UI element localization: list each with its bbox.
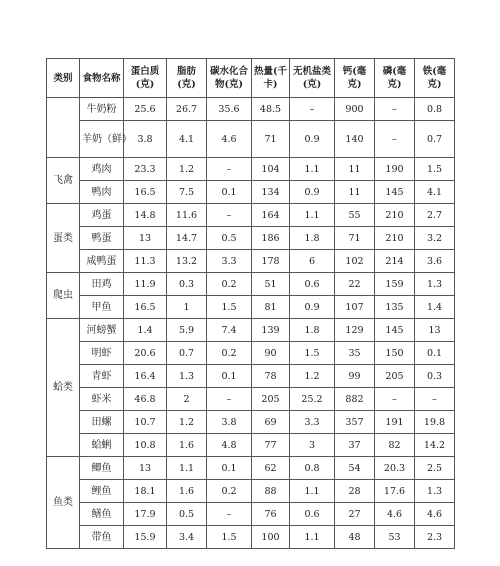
value-cell: 4.1 [167,121,207,158]
value-cell: 205 [375,365,415,388]
value-cell: 357 [335,411,375,434]
value-cell: 190 [375,158,415,181]
value-cell: – [375,98,415,121]
header-phosphorus: 磷(毫克) [375,59,415,98]
value-cell: 82 [375,434,415,457]
table-row [47,98,455,121]
food-name-cell: 田螺 [80,411,124,434]
value-cell: 0.1 [207,181,252,204]
value-cell: 0.2 [207,342,252,365]
value-cell: 145 [375,319,415,342]
category-cell: 爬虫 [47,273,80,319]
value-cell: 15.9 [124,526,167,549]
value-cell: 25.6 [124,98,167,121]
value-cell: 0.2 [207,480,252,503]
value-cell: 102 [335,250,375,273]
header-calories: 热量(千卡) [252,59,290,98]
value-cell: – [207,503,252,526]
value-cell: 1.4 [415,296,455,319]
value-cell: 1.1 [167,457,207,480]
food-name-cell: 虾米 [80,388,124,411]
value-cell: 210 [375,227,415,250]
header-food-name: 食物名称 [80,59,124,98]
value-cell: 0.7 [415,121,455,158]
category-cell: 蛤类 [47,319,80,457]
value-cell: 0.8 [415,98,455,121]
value-cell: 2.3 [415,526,455,549]
value-cell: 17.9 [124,503,167,526]
food-name-cell: 田鸡 [80,273,124,296]
value-cell: 7.5 [167,181,207,204]
category-cell [47,98,80,158]
value-cell: 14.7 [167,227,207,250]
value-cell: 1.6 [167,480,207,503]
value-cell: 1.2 [290,365,335,388]
value-cell: 4.1 [415,181,455,204]
value-cell: 46.8 [124,388,167,411]
value-cell: 37 [335,434,375,457]
value-cell: 1.2 [167,411,207,434]
nutrition-table [46,58,455,549]
value-cell: 150 [375,342,415,365]
value-cell: 159 [375,273,415,296]
value-cell: 1.5 [207,296,252,319]
value-cell: 26.7 [167,98,207,121]
food-name-cell: 鸭肉 [80,181,124,204]
value-cell: 1.3 [167,365,207,388]
food-name-cell: 鸭蛋 [80,227,124,250]
value-cell: 0.8 [290,457,335,480]
header-iron: 铁(毫克) [415,59,455,98]
header-carbohydrate: 碳水化合物(克) [207,59,252,98]
food-name-cell: 鸡肉 [80,158,124,181]
value-cell: 104 [252,158,290,181]
value-cell: 3.8 [124,121,167,158]
value-cell: 20.6 [124,342,167,365]
value-cell: 62 [252,457,290,480]
value-cell: 2.7 [415,204,455,227]
table-row [47,342,455,365]
food-name-cell: 鸡蛋 [80,204,124,227]
value-cell: 1.1 [290,158,335,181]
value-cell: 90 [252,342,290,365]
value-cell: 69 [252,411,290,434]
food-name-cell: 咸鸭蛋 [80,250,124,273]
value-cell: 191 [375,411,415,434]
value-cell: 77 [252,434,290,457]
table-row [47,296,455,319]
value-cell: 1.1 [290,526,335,549]
value-cell: 100 [252,526,290,549]
category-cell: 蛋类 [47,204,80,273]
value-cell: 13 [415,319,455,342]
value-cell: 2 [167,388,207,411]
value-cell: 28 [335,480,375,503]
value-cell: – [290,98,335,121]
value-cell: – [207,158,252,181]
table-row [47,365,455,388]
value-cell: 134 [252,181,290,204]
value-cell: 11.3 [124,250,167,273]
value-cell: 3.6 [415,250,455,273]
table-row [47,457,455,480]
value-cell: 1.8 [290,319,335,342]
header-fat: 脂肪(克) [167,59,207,98]
value-cell: – [415,388,455,411]
food-name-cell: 牛奶粉 [80,98,124,121]
table-row [47,121,455,158]
value-cell: 54 [335,457,375,480]
value-cell: 17.6 [375,480,415,503]
value-cell: 4.8 [207,434,252,457]
table-row [47,480,455,503]
table-row [47,388,455,411]
value-cell: 25.2 [290,388,335,411]
value-cell: 129 [335,319,375,342]
value-cell: – [375,388,415,411]
value-cell: 2.5 [415,457,455,480]
table-row [47,319,455,342]
value-cell: 27 [335,503,375,526]
value-cell: 1.3 [415,273,455,296]
value-cell: 6 [290,250,335,273]
table-row [47,434,455,457]
value-cell: 205 [252,388,290,411]
value-cell: 4.6 [375,503,415,526]
food-name-cell: 鲤鱼 [80,480,124,503]
value-cell: 186 [252,227,290,250]
value-cell: 16.5 [124,296,167,319]
header-minerals: 无机盐类(克) [290,59,335,98]
value-cell: 71 [252,121,290,158]
value-cell: 1.5 [207,526,252,549]
value-cell: 11.6 [167,204,207,227]
value-cell: 1.1 [290,204,335,227]
food-name-cell: 鳝鱼 [80,503,124,526]
value-cell: 140 [335,121,375,158]
value-cell: 10.8 [124,434,167,457]
value-cell: 145 [375,181,415,204]
value-cell: 0.7 [167,342,207,365]
header-row [47,59,455,98]
value-cell: 178 [252,250,290,273]
value-cell: 99 [335,365,375,388]
value-cell: 13 [124,457,167,480]
value-cell: 0.9 [290,296,335,319]
value-cell: 1.5 [290,342,335,365]
value-cell: 81 [252,296,290,319]
food-name-cell: 羊奶（鲜） [80,121,124,158]
category-cell: 鱼类 [47,457,80,549]
value-cell: 55 [335,204,375,227]
value-cell: 4.6 [207,121,252,158]
value-cell: 0.9 [290,181,335,204]
value-cell: 0.6 [290,273,335,296]
value-cell: 3.3 [290,411,335,434]
value-cell: 0.9 [290,121,335,158]
table-row [47,250,455,273]
value-cell: 13.2 [167,250,207,273]
value-cell: – [207,388,252,411]
value-cell: 35.6 [207,98,252,121]
header-protein: 蛋白质(克) [124,59,167,98]
value-cell: 22 [335,273,375,296]
value-cell: – [207,204,252,227]
food-name-cell: 鲫鱼 [80,457,124,480]
value-cell: 210 [375,204,415,227]
value-cell: 0.3 [167,273,207,296]
value-cell: 107 [335,296,375,319]
value-cell: 14.8 [124,204,167,227]
table-row [47,181,455,204]
value-cell: 0.1 [207,365,252,388]
value-cell: 51 [252,273,290,296]
value-cell: 1.5 [415,158,455,181]
table-row [47,411,455,434]
value-cell: 1.6 [167,434,207,457]
table-row [47,158,455,181]
value-cell: 3.8 [207,411,252,434]
value-cell: 135 [375,296,415,319]
value-cell: 53 [375,526,415,549]
food-name-cell: 蛤蜊 [80,434,124,457]
value-cell: 3.2 [415,227,455,250]
food-name-cell: 明虾 [80,342,124,365]
value-cell: 164 [252,204,290,227]
value-cell: 3 [290,434,335,457]
table-row [47,503,455,526]
value-cell: 0.6 [290,503,335,526]
value-cell: 76 [252,503,290,526]
value-cell: 19.8 [415,411,455,434]
value-cell: 14.2 [415,434,455,457]
value-cell: 11 [335,181,375,204]
value-cell: 48 [335,526,375,549]
value-cell: 13 [124,227,167,250]
table-row [47,273,455,296]
table-row [47,204,455,227]
value-cell: 18.1 [124,480,167,503]
value-cell: 7.4 [207,319,252,342]
value-cell: 1.4 [124,319,167,342]
value-cell: 3.4 [167,526,207,549]
table-row [47,227,455,250]
value-cell: 0.3 [415,365,455,388]
value-cell: 20.3 [375,457,415,480]
value-cell: – [375,121,415,158]
food-name-cell: 青虾 [80,365,124,388]
value-cell: 78 [252,365,290,388]
value-cell: 882 [335,388,375,411]
value-cell: 1.1 [290,480,335,503]
value-cell: 1.8 [290,227,335,250]
value-cell: 16.4 [124,365,167,388]
value-cell: 1 [167,296,207,319]
value-cell: 5.9 [167,319,207,342]
value-cell: 3.3 [207,250,252,273]
food-name-cell: 带鱼 [80,526,124,549]
food-name-cell: 甲鱼 [80,296,124,319]
value-cell: 900 [335,98,375,121]
value-cell: 71 [335,227,375,250]
value-cell: 4.6 [415,503,455,526]
value-cell: 23.3 [124,158,167,181]
value-cell: 16.5 [124,181,167,204]
value-cell: 0.1 [415,342,455,365]
value-cell: 48.5 [252,98,290,121]
value-cell: 35 [335,342,375,365]
value-cell: 1.3 [415,480,455,503]
food-name-cell: 河螃蟹 [80,319,124,342]
value-cell: 214 [375,250,415,273]
value-cell: 0.5 [167,503,207,526]
value-cell: 1.2 [167,158,207,181]
value-cell: 139 [252,319,290,342]
value-cell: 0.2 [207,273,252,296]
value-cell: 0.5 [207,227,252,250]
value-cell: 0.1 [207,457,252,480]
header-calcium: 钙(毫克) [335,59,375,98]
value-cell: 10.7 [124,411,167,434]
header-category: 类别 [47,59,80,98]
table-row [47,526,455,549]
value-cell: 11 [335,158,375,181]
value-cell: 88 [252,480,290,503]
value-cell: 11.9 [124,273,167,296]
category-cell: 飞禽 [47,158,80,204]
